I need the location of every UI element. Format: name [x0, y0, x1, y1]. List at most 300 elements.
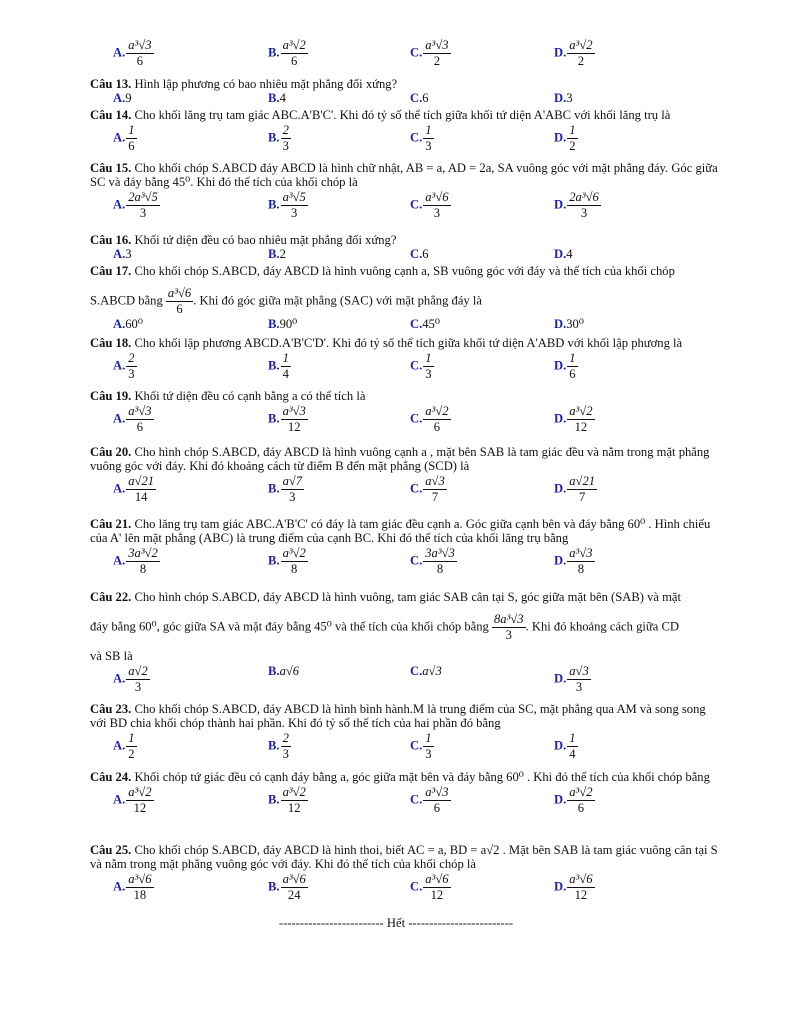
fraction-denominator: 7 [431, 490, 439, 504]
answer-option[interactable] [410, 404, 451, 435]
fraction-denominator: 8 [291, 562, 298, 576]
fraction [281, 474, 305, 505]
option-label: A. [113, 45, 126, 60]
option-label: C. [410, 317, 423, 331]
fraction-numerator: a√3 [425, 474, 445, 488]
fraction-numerator: a³√2 [425, 404, 449, 418]
option-value: 9 [125, 91, 132, 105]
answer-option[interactable] [554, 731, 578, 762]
inline-fraction [166, 286, 193, 317]
answer-option[interactable] [268, 546, 308, 577]
option-label: B. [268, 317, 280, 331]
option-label: B. [268, 481, 280, 496]
fraction-numerator: a³√2 [569, 785, 593, 799]
option-label: A. [113, 553, 126, 568]
answer-option[interactable] [268, 91, 286, 105]
fraction-denominator: 12 [574, 420, 588, 434]
fraction [567, 785, 594, 816]
question-number: Câu 16. [90, 233, 135, 247]
answer-option[interactable] [113, 317, 143, 331]
option-label: C. [410, 664, 423, 678]
fraction-numerator: a³√6 [128, 872, 152, 886]
fraction [567, 38, 594, 69]
fraction-numerator: a³√6 [282, 872, 306, 886]
answer-option[interactable] [113, 190, 160, 221]
answer-option[interactable] [268, 317, 297, 331]
fraction-numerator: 2a³√6 [569, 190, 599, 204]
fraction [126, 123, 136, 154]
option-label: B. [268, 130, 280, 145]
question-body: Cho lăng trụ tam giác ABC.A'B'C' có đáy là tam giác đều cạnh a. Góc giữa cạnh bên và đáy bằng 60⁰ . Hình chiếu của A' lên mặt phẳng (ABC) là trung điểm của cạnh BC. Khi đó thể tích của khối lăng trụ bằng [90, 517, 711, 545]
fraction [281, 546, 308, 577]
question-body: Cho khối chóp S.ABCD, đáy ABCD là hình bình hành.M là trung điểm của SC, mặt phẳng qua AM và song song với BD chia khối chóp thành hai phần. Khi đó tỷ số thể tích của hai phần đó bằng [90, 702, 706, 730]
answer-option[interactable] [268, 664, 299, 678]
fraction [423, 785, 450, 816]
fraction [567, 872, 594, 903]
fraction [126, 38, 153, 69]
fraction-denominator: 14 [134, 490, 148, 504]
fraction-numerator: 2 [282, 731, 289, 745]
question-text [90, 336, 722, 350]
question-number: Câu 24. [90, 770, 135, 784]
fraction-denominator: 6 [176, 302, 183, 316]
fraction [126, 731, 136, 762]
question-body: Hình lập phương có bao nhiêu mặt phẳng đối xứng? [134, 77, 398, 91]
question-number: Câu 18. [90, 336, 135, 350]
question-number: Câu 22. [90, 590, 135, 604]
option-label: A. [113, 247, 126, 261]
option-value: 30⁰ [566, 317, 584, 331]
option-label: D. [554, 481, 567, 496]
answer-option[interactable] [410, 546, 457, 577]
option-label: B. [268, 879, 280, 894]
fraction-numerator: 1 [282, 351, 289, 365]
fraction [281, 351, 291, 382]
answer-option[interactable] [554, 91, 573, 105]
question-text [90, 843, 722, 871]
question-body: Cho hình chóp S.ABCD, đáy ABCD là hình vuông, tam giác SAB cân tại S, góc giữa mặt bên (SAB) và mặt [134, 590, 681, 604]
fraction-denominator: 18 [133, 888, 147, 902]
answer-option[interactable] [113, 872, 154, 903]
fraction [281, 190, 308, 221]
fraction-denominator: 2 [128, 747, 135, 761]
option-label: A. [113, 671, 126, 686]
fraction [567, 664, 591, 695]
option-value: a√6 [279, 664, 300, 678]
fraction-denominator: 7 [579, 490, 586, 504]
option-label: A. [113, 317, 126, 331]
option-label: D. [554, 738, 567, 753]
question-body: Cho khối chóp S.ABCD, đáy ABCD là hình thoi, biết AC = a, BD = a√2 . Mặt bên SAB là tam giác vuông cân tại S và nằm trong mặt phẳng vuông góc với đáy. Khi đó thể tích của khối chóp là [90, 843, 718, 871]
answer-option[interactable] [554, 247, 573, 261]
question-number: Câu 20. [90, 445, 135, 459]
fraction [567, 404, 594, 435]
answer-option[interactable] [113, 474, 156, 505]
fraction [567, 190, 601, 221]
answer-option[interactable] [554, 190, 601, 221]
fraction [423, 38, 450, 69]
fraction [567, 474, 597, 505]
fraction-denominator: 3 [505, 628, 512, 642]
question-text [90, 445, 722, 473]
question-body: Cho hình chóp S.ABCD, đáy ABCD là hình vuông cạnh a , mặt bên SAB là tam giác đều và nằm trong mặt phẳng vuông góc với đáy. Khi đó khoảng cách từ điểm B đến mặt phẳng (SCD) là [90, 445, 710, 473]
option-label: C. [410, 91, 423, 105]
answer-option[interactable] [113, 731, 137, 762]
question-text [90, 264, 722, 317]
answer-option[interactable] [410, 317, 440, 331]
fraction [126, 351, 136, 382]
answer-option[interactable] [410, 38, 451, 69]
option-value: 4 [566, 247, 573, 261]
fraction-numerator: 1 [425, 123, 432, 137]
fraction-denominator: 6 [128, 139, 135, 153]
fraction-numerator: a³√2 [569, 38, 593, 52]
option-value: 45⁰ [422, 317, 440, 331]
fraction [281, 123, 291, 154]
fraction-numerator: a³√3 [128, 38, 152, 52]
question-number: Câu 25. [90, 843, 135, 857]
fraction-denominator: 3 [425, 367, 432, 381]
answer-option[interactable] [410, 731, 434, 762]
fraction-numerator: a√21 [569, 474, 596, 488]
option-label: A. [113, 91, 126, 105]
option-value: 90⁰ [279, 317, 298, 331]
fraction [281, 785, 308, 816]
option-label: D. [554, 45, 567, 60]
option-label: A. [113, 358, 126, 373]
fraction [281, 872, 308, 903]
answer-option[interactable] [113, 785, 154, 816]
fraction-denominator: 2 [569, 139, 576, 153]
fraction-denominator: 4 [282, 367, 289, 381]
fraction-denominator: 8 [139, 562, 147, 576]
question-body: Cho khối chóp S.ABCD đáy ABCD là hình chữ nhật, AB = a, AD = 2a, SA vuông góc với mặt phẳng đáy. Góc giữa SC và đáy bằng 45⁰. Khi đó thể tích của khối chóp là [90, 161, 718, 189]
fraction-denominator: 3 [134, 680, 142, 694]
question-text [90, 233, 722, 247]
question-number: Câu 13. [90, 77, 135, 91]
option-label: B. [268, 792, 280, 807]
option-label: C. [410, 197, 423, 212]
answer-option[interactable] [554, 317, 584, 331]
option-label: B. [268, 358, 280, 373]
fraction-denominator: 3 [282, 747, 289, 761]
fraction-numerator: 1 [128, 731, 135, 745]
option-label: C. [410, 247, 423, 261]
fraction-denominator: 3 [580, 206, 588, 220]
option-label: D. [554, 553, 567, 568]
fraction-denominator: 6 [433, 420, 441, 434]
option-label: B. [268, 664, 280, 678]
fraction-numerator: a√2 [128, 664, 148, 678]
question-body: Khối chóp tứ giác đều có cạnh đáy bằng a, góc giữa mặt bên và đáy bằng 60⁰ . Khi đó thể tích của khối chóp bằng [134, 770, 710, 784]
question-number: Câu 17. [90, 264, 135, 278]
option-label: B. [268, 197, 280, 212]
fraction [281, 731, 291, 762]
option-value: 60⁰ [125, 317, 143, 331]
option-label: D. [554, 792, 567, 807]
question-text [90, 517, 722, 545]
option-label: A. [113, 197, 126, 212]
fraction-numerator: a³√3 [425, 785, 449, 799]
option-label: C. [410, 553, 423, 568]
option-label: A. [113, 130, 126, 145]
answer-option[interactable] [554, 38, 595, 69]
fraction [423, 872, 450, 903]
answer-option[interactable] [410, 247, 429, 261]
fraction-numerator: 3a³√2 [128, 546, 158, 560]
option-label: D. [554, 879, 567, 894]
fraction-numerator: a√7 [282, 474, 303, 488]
answer-option[interactable] [113, 123, 137, 154]
answer-option[interactable] [268, 731, 291, 762]
option-label: D. [554, 130, 567, 145]
answer-option[interactable] [268, 474, 304, 505]
question-number: Câu 21. [90, 517, 135, 531]
fraction-denominator: 3 [575, 680, 583, 694]
fraction-numerator: a³√2 [282, 546, 306, 560]
option-label: D. [554, 411, 567, 426]
fraction-denominator: 3 [139, 206, 147, 220]
question-number: Câu 14. [90, 108, 135, 122]
question-line: đáy bằng 60⁰, góc giữa SA và mặt đáy bằng 45⁰ và thể tích của khối chóp bằng $\frac{\text{8a³√3}}{3}$ . Khi đó khoảng cách giữa CD [90, 612, 679, 642]
answer-option[interactable] [113, 546, 160, 577]
option-label: B. [268, 91, 280, 105]
option-label: C. [410, 481, 423, 496]
question-number: Câu 19. [90, 389, 135, 403]
answer-option[interactable] [268, 38, 308, 69]
fraction-denominator: 6 [136, 420, 144, 434]
fraction-numerator: a√21 [128, 474, 155, 488]
answer-option[interactable] [113, 351, 137, 382]
option-label: A. [113, 411, 126, 426]
fraction-numerator: a³√2 [128, 785, 152, 799]
fraction-numerator: a³√6 [425, 190, 449, 204]
fraction-numerator: a³√2 [282, 38, 306, 52]
question-text [90, 590, 722, 663]
answer-option[interactable] [410, 872, 451, 903]
fraction-denominator: 12 [430, 888, 444, 902]
question-text [90, 702, 722, 730]
fraction [281, 38, 308, 69]
answer-option[interactable] [554, 664, 591, 695]
question-text [90, 770, 722, 784]
question-number: Câu 23. [90, 702, 135, 716]
option-label: D. [554, 91, 567, 105]
option-value: 6 [422, 247, 429, 261]
answer-option[interactable] [410, 785, 451, 816]
option-value: 3 [125, 247, 132, 261]
option-label: D. [554, 247, 567, 261]
option-label: A. [113, 879, 126, 894]
fraction-denominator: 6 [569, 367, 576, 381]
answer-option[interactable] [410, 474, 447, 505]
fraction-denominator: 12 [287, 420, 301, 434]
fraction-numerator: 1 [569, 351, 576, 365]
option-label: B. [268, 247, 280, 261]
question-body: Khối tứ diện đều có bao nhiêu mặt phẳng đối xứng? [134, 233, 397, 247]
fraction-denominator: 8 [577, 562, 585, 576]
fraction [423, 404, 450, 435]
fraction-numerator: 3a³√3 [425, 546, 455, 560]
fraction [567, 123, 577, 154]
answer-option[interactable] [554, 546, 595, 577]
option-label: C. [410, 792, 423, 807]
fraction-numerator: 1 [425, 351, 432, 365]
fraction-denominator: 6 [433, 801, 441, 815]
fraction-denominator: 3 [425, 139, 432, 153]
answer-option[interactable] [268, 123, 291, 154]
fraction [126, 474, 156, 505]
answer-option[interactable] [268, 785, 308, 816]
option-label: C. [410, 738, 423, 753]
answer-option[interactable] [554, 404, 595, 435]
question-body: Cho khối lập phương ABCD.A'B'C'D'. Khi đó tỷ số thể tích giữa khối tứ diện A'ABD với khối lập phương là [134, 336, 683, 350]
answer-option[interactable] [113, 91, 132, 105]
fraction-numerator: 8a³√3 [494, 612, 524, 626]
fraction-denominator: 8 [436, 562, 444, 576]
question-text [90, 108, 722, 122]
option-label: A. [113, 792, 126, 807]
answer-option[interactable] [410, 351, 434, 382]
question-line: S.ABCD bằng $\frac{\text{a³√6}}{6}$ . Khi đó góc giữa mặt phẳng (SAC) với mặt phẳng đáy là [90, 286, 482, 316]
option-value: 4 [279, 91, 286, 105]
fraction-denominator: 3 [425, 747, 432, 761]
fraction [423, 731, 433, 762]
fraction [126, 190, 160, 221]
fraction-denominator: 6 [577, 801, 585, 815]
fraction-denominator: 4 [569, 747, 576, 761]
inline-fraction [492, 612, 526, 643]
option-label: B. [268, 738, 280, 753]
option-label: D. [554, 358, 567, 373]
fraction-numerator: a³√3 [569, 546, 593, 560]
answer-option[interactable] [113, 664, 150, 695]
option-label: C. [410, 411, 423, 426]
answer-option[interactable] [268, 247, 286, 261]
fraction [423, 123, 433, 154]
question-line: và SB là [90, 649, 133, 663]
option-label: C. [410, 358, 423, 373]
fraction-numerator: a³√2 [569, 404, 593, 418]
option-value: a√3 [422, 664, 442, 678]
fraction-numerator: a√3 [569, 664, 589, 678]
fraction-numerator: 1 [128, 123, 135, 137]
option-label: A. [113, 738, 126, 753]
option-label: D. [554, 317, 567, 331]
fraction-denominator: 12 [574, 888, 588, 902]
answer-option[interactable] [410, 664, 442, 678]
option-value: 6 [422, 91, 429, 105]
answer-option[interactable] [410, 91, 429, 105]
fraction-denominator: 2 [433, 54, 441, 68]
fraction [423, 546, 457, 577]
fraction [281, 404, 308, 435]
fraction-numerator: 1 [569, 123, 576, 137]
fraction-numerator: 1 [425, 731, 432, 745]
question-number: Câu 15. [90, 161, 135, 175]
answer-option[interactable] [410, 123, 434, 154]
fraction-denominator: 6 [291, 54, 298, 68]
fraction-denominator: 3 [433, 206, 441, 220]
fraction-numerator: a³√6 [425, 872, 449, 886]
fraction-numerator: a³√3 [282, 404, 306, 418]
fraction-numerator: 2 [128, 351, 135, 365]
answer-option[interactable] [268, 351, 291, 382]
fraction-denominator: 12 [133, 801, 147, 815]
option-label: C. [410, 879, 423, 894]
fraction-denominator: 3 [282, 139, 289, 153]
answer-option[interactable] [268, 404, 308, 435]
question-text [90, 77, 722, 91]
option-label: D. [554, 671, 567, 686]
fraction-denominator: 24 [287, 888, 301, 902]
option-value: 3 [566, 91, 573, 105]
fraction-numerator: a³√6 [569, 872, 593, 886]
question-text [90, 389, 722, 403]
fraction [423, 190, 450, 221]
fraction [567, 546, 594, 577]
fraction-numerator: 2 [282, 123, 289, 137]
fraction-denominator: 2 [577, 54, 585, 68]
question-body: Cho khối chóp S.ABCD, đáy ABCD là hình vuông cạnh a, SB vuông góc với đáy và thể tích của khối chóp [134, 264, 675, 278]
option-label: D. [554, 197, 567, 212]
answer-option[interactable] [554, 123, 578, 154]
fraction [126, 664, 150, 695]
question-body: Khối tứ diện đều có cạnh bằng a có thể tích là [134, 389, 366, 403]
option-label: B. [268, 553, 280, 568]
fraction [126, 785, 153, 816]
fraction-denominator: 12 [287, 801, 301, 815]
end-marker: ------------------------- Hết ------------------------- [278, 916, 514, 930]
option-label: B. [268, 45, 280, 60]
fraction-denominator: 3 [291, 206, 298, 220]
fraction-numerator: a³√6 [167, 286, 192, 300]
fraction-denominator: 6 [136, 54, 144, 68]
option-value: 2 [279, 247, 286, 261]
answer-option[interactable] [554, 785, 595, 816]
fraction-numerator: a³√3 [128, 404, 152, 418]
fraction [423, 474, 447, 505]
fraction-denominator: 3 [128, 367, 135, 381]
fraction-numerator: 1 [569, 731, 576, 745]
fraction [126, 872, 153, 903]
fraction [126, 404, 153, 435]
fraction [567, 351, 577, 382]
answer-option[interactable] [554, 872, 595, 903]
fraction-numerator: a³√5 [282, 190, 306, 204]
fraction [126, 546, 160, 577]
answer-option[interactable] [268, 190, 308, 221]
answer-option[interactable] [554, 351, 578, 382]
question-text [90, 161, 722, 189]
option-label: C. [410, 130, 423, 145]
answer-option[interactable] [268, 872, 308, 903]
answer-option[interactable] [554, 474, 597, 505]
option-label: A. [113, 481, 126, 496]
option-label: B. [268, 411, 280, 426]
fraction [567, 731, 577, 762]
answer-option[interactable] [113, 404, 154, 435]
answer-option[interactable] [113, 247, 132, 261]
fraction-numerator: a³√2 [282, 785, 306, 799]
fraction-numerator: a³√3 [425, 38, 449, 52]
fraction-numerator: 2a³√5 [128, 190, 158, 204]
fraction-denominator: 3 [289, 490, 296, 504]
answer-option[interactable] [410, 190, 451, 221]
fraction [423, 351, 433, 382]
question-body: Cho khối lăng trụ tam giác ABC.A'B'C'. Khi đó tỷ số thể tích giữa khối tứ diện A'ABC với khối lăng trụ là [134, 108, 671, 122]
answer-option[interactable] [113, 38, 154, 69]
